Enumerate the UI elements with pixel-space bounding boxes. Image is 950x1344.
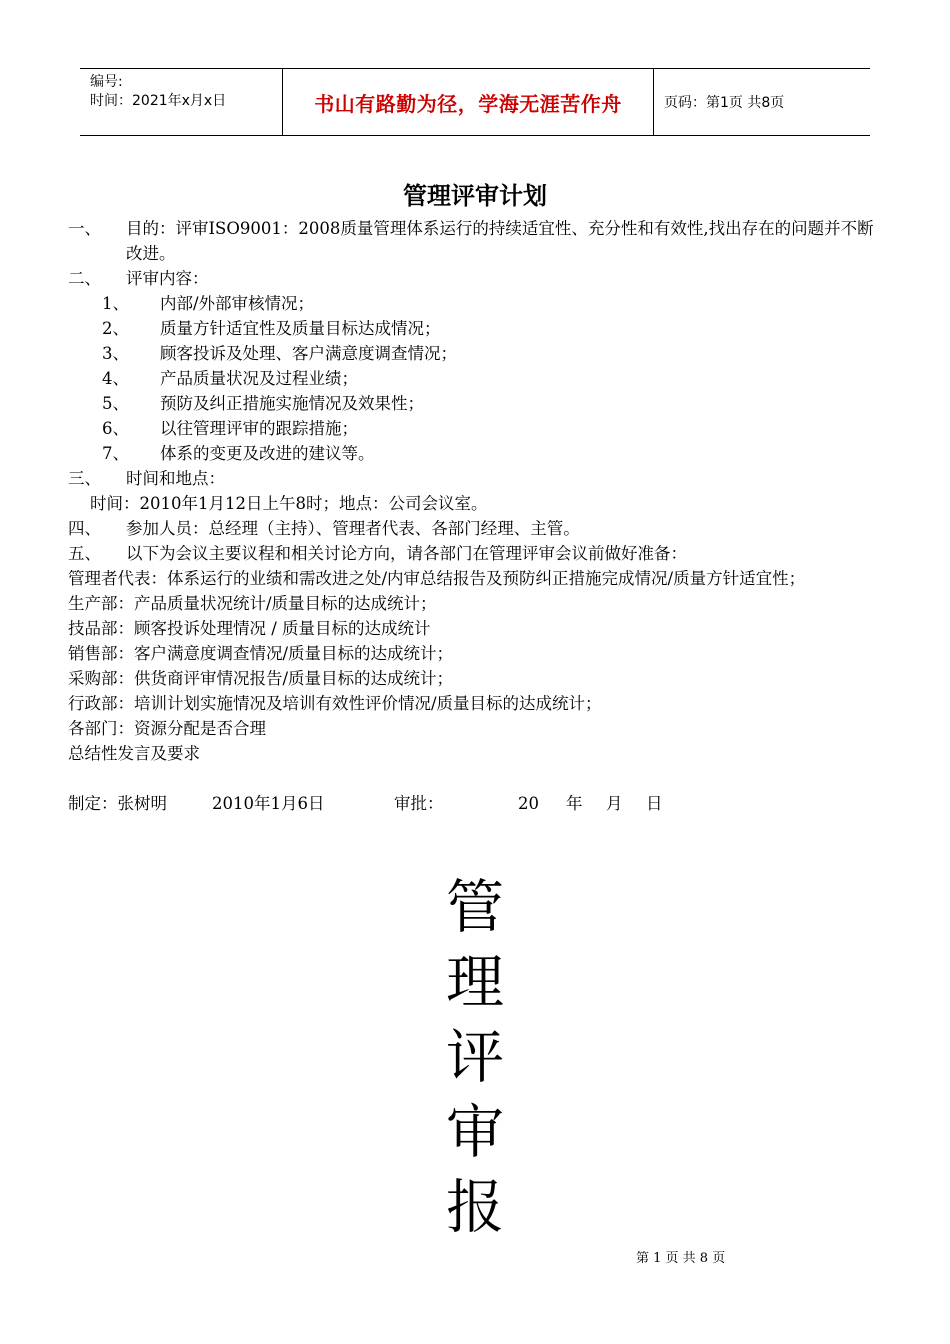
agenda-item: 总结性发言及要求: [68, 744, 200, 763]
signoff-line: [68, 791, 884, 816]
list-item: [68, 341, 884, 366]
item-number: 3、: [102, 344, 129, 363]
item-text: 预防及纠正措施实施情况及效果性；: [160, 394, 424, 413]
section-time-place: [68, 466, 884, 491]
page-footer: 第 1 页 共 8 页: [636, 1251, 726, 1266]
item-number: 5、: [102, 394, 129, 413]
agenda-item: 各部门：资源分配是否合理: [68, 719, 266, 738]
document-title: 管理评审计划: [403, 182, 547, 210]
list-item: [68, 391, 884, 416]
list-item: [68, 416, 884, 441]
item-text: 质量方针适宜性及质量目标达成情况；: [160, 319, 441, 338]
approved-by: 审批：: [394, 794, 444, 813]
agenda-item: 管理者代表：体系运行的业绩和需改进之处/内审总结报告及预防纠正措施完成情况/质量方针适宜性；: [68, 569, 806, 588]
section-text: 参加人员：总经理（主持）、管理者代表、各部门经理、主管。: [126, 519, 580, 538]
header-table: [80, 68, 870, 136]
vertical-char: 报: [445, 1173, 504, 1241]
vertical-char: 管: [445, 873, 504, 941]
item-number: 1、: [102, 294, 129, 313]
list-item: [68, 316, 884, 341]
time-place-line: 时间：2010年1月12日上午8时；地点：公司会议室。: [90, 494, 488, 513]
vertical-char: 审: [445, 1098, 504, 1166]
item-text: 内部/外部审核情况；: [160, 294, 315, 313]
time-label: 时间：2021年x月x日: [90, 93, 227, 109]
header-motto-cell: [282, 69, 654, 135]
section-number: 一、: [68, 219, 101, 238]
item-text: 体系的变更及改进的建议等。: [160, 444, 375, 463]
item-text: 以往管理评审的跟踪措施；: [160, 419, 358, 438]
approval-day-unit: 日: [646, 794, 663, 813]
agenda-item: 行政部：培训计划实施情况及培训有效性评价情况/质量目标的达成统计；: [68, 694, 602, 713]
prepared-date: 2010年1月6日: [212, 794, 325, 813]
serial-label: 编号:: [90, 74, 123, 90]
list-item: [68, 366, 884, 391]
section-number: 三、: [68, 469, 101, 488]
section-agenda: [68, 541, 884, 566]
item-number: 7、: [102, 444, 129, 463]
header-meta: [80, 69, 282, 135]
approval-month-unit: 月: [606, 794, 623, 813]
page-info: 页码：第1页 共8页: [664, 95, 785, 111]
section-number: 二、: [68, 269, 101, 288]
vertical-title: [440, 870, 510, 1245]
section-text: 以下为会议主要议程和相关讨论方向，请各部门在管理评审会议前做好准备：: [126, 544, 687, 563]
prepared-by: 制定：张树明: [68, 794, 167, 813]
approval-year-unit: 年: [566, 794, 583, 813]
vertical-char: 评: [445, 1023, 504, 1091]
section-participants: [68, 516, 884, 541]
section-text: 时间和地点：: [126, 469, 225, 488]
header-page-cell: [654, 69, 870, 135]
item-number: 4、: [102, 369, 129, 388]
item-text: 产品质量状况及过程业绩；: [160, 369, 358, 388]
section-number: 五、: [68, 544, 101, 563]
section-text: 评审内容：: [126, 269, 209, 288]
agenda-item: 技品部：顾客投诉处理情况 / 质量目标的达成统计: [68, 619, 431, 638]
item-number: 6、: [102, 419, 129, 438]
agenda-item: 生产部：产品质量状况统计/质量目标的达成统计；: [68, 594, 437, 613]
agenda-item: 采购部：供货商评审情况报告/质量目标的达成统计；: [68, 669, 454, 688]
list-item: [68, 441, 884, 466]
section-purpose: [68, 216, 884, 266]
approval-year: 20: [518, 794, 539, 813]
section-review-content: [68, 266, 884, 291]
section-text: 目的：评审ISO9001：2008质量管理体系运行的持续适宜性、充分性和有效性,找出存在的问题并不断改进。: [126, 219, 874, 263]
list-item: [68, 291, 884, 316]
section-number: 四、: [68, 519, 101, 538]
document-body: [68, 216, 884, 816]
motto: 书山有路勤为径，学海无涯苦作舟: [314, 91, 622, 116]
item-number: 2、: [102, 319, 129, 338]
item-text: 顾客投诉及处理、客户满意度调查情况；: [160, 344, 457, 363]
vertical-char: 理: [445, 948, 504, 1016]
agenda-item: 销售部：客户满意度调查情况/质量目标的达成统计；: [68, 644, 454, 663]
